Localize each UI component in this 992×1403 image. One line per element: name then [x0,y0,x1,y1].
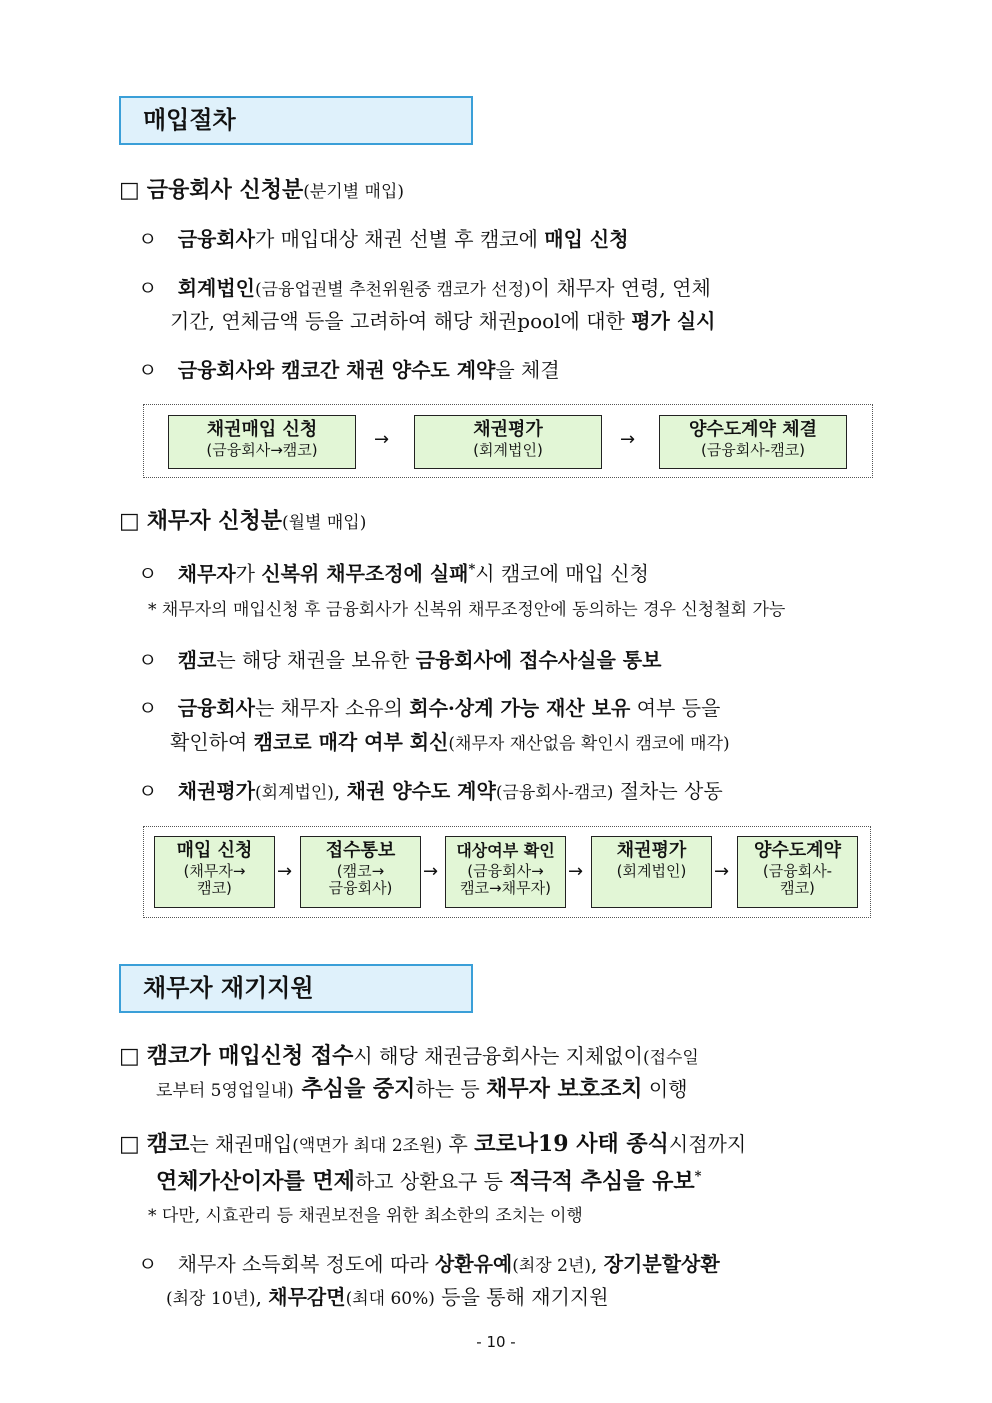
flow-step-title: 채권평가 [473,419,543,440]
text-bold: 연체가산이자를 면제 [156,1168,355,1195]
text-bold: 추심을 중지 [293,1076,416,1102]
flow-step-sub: (금융회사-캠코) [700,441,806,459]
section-heading-debtor-recovery: 채무자 재기지원 [119,964,473,1013]
flow-step-sub: 금융회사) [328,879,393,897]
text: 는 채무자 소유의 [254,696,410,720]
text-small: (최대 60%) [345,1289,435,1309]
arrow-icon: → [374,429,390,450]
text: 는 해당 채권을 보유한 [216,648,416,672]
flow1-step-1 [168,415,356,469]
circle-bullet-icon: ㅇ [138,358,158,382]
arrow-icon: → [277,861,293,882]
text-bold: 적극적 추심을 유보 [509,1168,695,1195]
bullet-financial-check-cont [170,726,730,760]
item-title: 채무자 신청분 [146,508,282,534]
flow-step-sub: (캠코→ [336,862,385,880]
text: 채무자 소득회복 정도에 따라 [177,1252,435,1276]
text-bold: 금융회사와 캠코간 채권 양수도 계약 [177,358,496,382]
text: 을 체결 [495,358,560,382]
text: 기간, 연체금액 등을 고려하여 해당 채권pool에 대한 [170,309,632,333]
flow-step-sub: (금융회사- [762,862,833,880]
text-bold: 캠코 [146,1131,190,1157]
flow-step-title: 대상여부 확인 [456,841,555,860]
text: , [591,1252,604,1276]
flow-step-title: 매입 신청 [176,840,253,861]
flow-step-sub: (회계법인) [473,441,543,459]
flow-step-title: 양수도계약 체결 [689,419,817,440]
circle-bullet-icon: ㅇ [138,227,158,251]
text: 는 채권매입 [189,1132,293,1156]
flow2-step-1 [154,836,275,908]
flow-step-sub: (금융회사→캠코) [206,441,318,459]
text-bold: 금융회사에 접수사실을 통보 [415,648,662,672]
text-bold: 신복위 채무조정에 실패 [261,561,469,586]
item-interest-exemption [119,1128,746,1162]
text-bold: 코로나19 사태 종식 [474,1131,669,1157]
text: 가 매입대상 채권 선별 후 캠코에 [254,227,545,251]
bullet-debtor-fail [138,554,649,590]
item-collection-stop-cont [156,1073,688,1107]
item-interest-exemption-cont [156,1161,701,1198]
square-bullet-icon: □ [119,178,140,203]
footnote-1: * 채무자의 매입신청 후 금융회사가 신복위 채무조정안에 동의하는 경우 신청철회 가능 [148,600,786,620]
text-bold: 매입 신청 [544,227,629,251]
bullet-accounting-firm [138,272,711,306]
square-bullet-icon: □ [119,509,140,534]
arrow-icon: → [568,861,584,882]
flow-step-title: 양수도계약 [754,840,841,861]
flow-step-title: 채권평가 [616,840,687,861]
text: 시점까지 [668,1132,747,1156]
text: 등을 통해 재기지원 [434,1285,609,1309]
footnote-mark: * [694,1169,702,1184]
text: 가 [235,561,262,586]
text-bold: 캠코가 매입신청 접수 [146,1043,354,1069]
item-collection-stop [119,1040,699,1074]
text-bold: 상환유예 [434,1252,513,1276]
text-bold: 채권 양수도 계약 [346,779,496,803]
item-note: (분기별 매입) [303,182,405,202]
item-financial-company-application [119,174,404,208]
circle-bullet-icon: ㅇ [138,561,158,586]
text-small: (최장 10년) [166,1289,256,1309]
text: 시 캠코에 매입 신청 [475,561,649,586]
text-bold: 채무자 [177,561,236,586]
section-heading-purchase-procedure: 매입절차 [119,96,473,145]
circle-bullet-icon: ㅇ [138,696,158,720]
flow-step-title: 채권매입 신청 [206,419,318,440]
text-small: (채무자 재산없음 확인시 캠코에 매각) [448,734,730,754]
bullet-repayment-support [138,1248,720,1282]
flow1-step-2 [414,415,602,469]
item-title: 금융회사 신청분 [146,177,304,203]
text-bold: 캠코로 매각 여부 회신 [253,730,449,754]
footnote-2: * 다만, 시효관리 등 채권보전을 위한 최소한의 조치는 이행 [148,1206,583,1226]
flow-step-sub: (회계법인) [616,862,687,880]
bullet-selection [138,223,629,255]
text-bold: 금융회사 [177,696,255,720]
text-bold: 회계법인 [177,276,255,300]
flow-step-sub: (채무자→ [183,862,246,880]
square-bullet-icon: □ [119,1044,140,1069]
text-small: (금융업권별 추천위원중 캠코가 선정) [254,280,531,300]
text: , [255,1285,269,1309]
text-bold: 평가 실시 [631,309,716,333]
text-bold: 채무자 보호조치 [486,1076,643,1102]
flow2-step-2 [300,836,421,908]
arrow-icon: → [714,861,730,882]
circle-bullet-icon: ㅇ [138,648,158,672]
flow2-step-5 [737,836,858,908]
circle-bullet-icon: ㅇ [138,779,158,803]
text-small: (접수일 [642,1048,699,1068]
arrow-icon: → [620,429,636,450]
flow-step-title: 접수통보 [325,840,396,861]
flow2-step-3 [445,836,566,908]
bullet-same-procedure [138,775,723,809]
circle-bullet-icon: ㅇ [138,276,158,300]
bullet-financial-check [138,692,720,724]
text: 하는 등 [415,1077,487,1101]
text: 후 [442,1132,475,1156]
text: , [333,779,347,803]
flow-step-sub: 캠코) [197,879,232,897]
text: 여부 등을 [630,696,721,720]
text: 확인하여 [170,730,254,754]
text-small: (최장 2년) [512,1256,592,1276]
item-debtor-application [119,505,366,539]
text-bold: 장기분할상환 [603,1252,720,1276]
item-note: (월별 매입) [281,513,367,533]
text-bold: 금융회사 [177,227,255,251]
text-small: (회계법인) [254,783,334,803]
arrow-icon: → [423,861,439,882]
text: 하고 상환요구 등 [354,1169,510,1194]
bullet-transfer-contract [138,354,560,386]
flow-step-sub: (금융회사→ [467,862,544,880]
page-number: - 10 - [476,1333,516,1351]
flow1-step-3 [659,415,847,469]
flow-step-sub: 캠코→채무자) [460,879,551,897]
text-bold: 채무감면 [268,1285,346,1309]
text: 이 채무자 연령, 연체 [530,276,711,300]
bullet-repayment-support-cont [166,1281,609,1315]
flow2-step-4 [591,836,712,908]
text-small: 로부터 5영업일내) [156,1081,294,1101]
square-bullet-icon: □ [119,1132,140,1157]
text: 시 해당 채권금융회사는 지체없이 [353,1044,643,1068]
flow-step-sub: 캠코) [780,879,815,897]
text-bold: 캠코 [177,648,217,672]
text-bold: 회수·상계 가능 재산 보유 [409,696,631,720]
circle-bullet-icon: ㅇ [138,1252,158,1276]
text: 이행 [642,1077,688,1101]
text-small: (액면가 최대 2조원) [292,1136,443,1156]
text-small: (금융회사-캠코) [495,783,614,803]
footnote-mark: * [468,562,476,577]
bullet-kamco-notify [138,644,661,676]
text: 절차는 상동 [613,779,723,803]
flow-diagram-1 [143,404,873,478]
flow-diagram-2 [143,826,871,918]
text-bold: 채권평가 [177,779,255,803]
bullet-accounting-firm-cont [170,305,715,337]
